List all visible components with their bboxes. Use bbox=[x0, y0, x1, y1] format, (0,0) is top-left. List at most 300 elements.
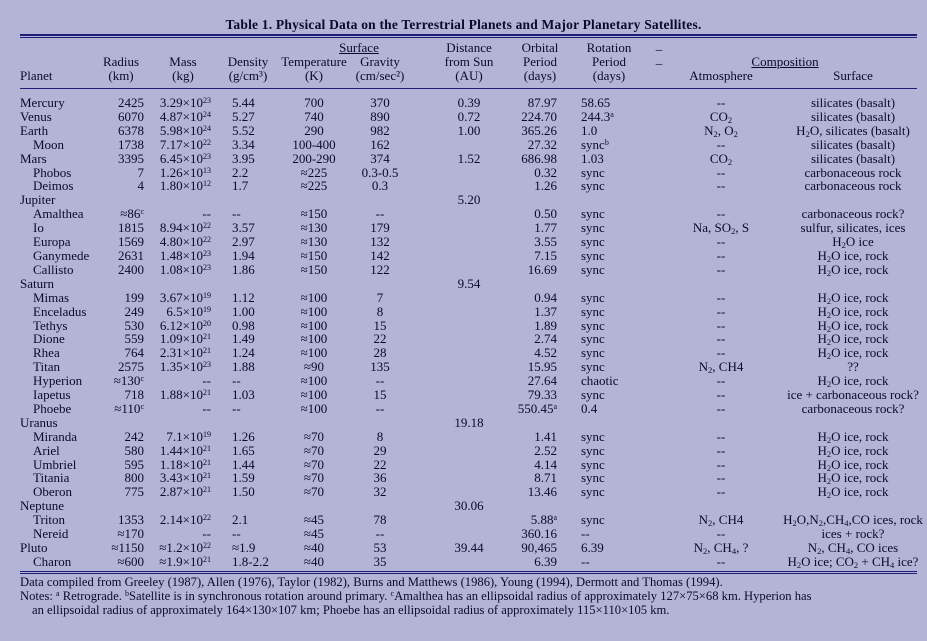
radius-cell: 199 bbox=[124, 289, 144, 305]
density-cell: 3.57 bbox=[232, 220, 255, 236]
temp-cell: ≈150 bbox=[300, 206, 328, 222]
body-name: Neptune bbox=[20, 498, 65, 514]
atmosphere-cell: -- bbox=[716, 317, 726, 333]
gravity-cell: 28 bbox=[373, 345, 387, 361]
body-name: Umbriel bbox=[33, 456, 77, 472]
planet-row bbox=[0, 110, 927, 124]
header-distance: Distance bbox=[446, 40, 492, 55]
surface-cell: $H_2O$ ice, rock bbox=[817, 317, 889, 334]
planet-row bbox=[0, 416, 927, 430]
body-name: Ariel bbox=[33, 442, 60, 458]
density-cell: -- bbox=[232, 206, 241, 222]
surface-cell: $H_2O$ ice, rock bbox=[817, 373, 889, 390]
body-name: Deimos bbox=[33, 178, 74, 194]
surface-cell: silicates (basalt) bbox=[810, 108, 896, 124]
satellite-row bbox=[0, 291, 927, 305]
bottom-rule-thin bbox=[20, 573, 917, 574]
surface-cell: $H_2O$ ice, rock bbox=[817, 289, 889, 306]
orbital-cell: 79.33 bbox=[527, 387, 557, 403]
density-cell: 1.65 bbox=[232, 442, 255, 458]
satellite-row bbox=[0, 430, 927, 444]
radius-cell: 3395 bbox=[118, 150, 144, 166]
header-radius: Radius bbox=[102, 54, 140, 69]
radius-cell: 6070 bbox=[118, 108, 144, 124]
gravity-cell: 370 bbox=[370, 95, 390, 110]
temp-cell: ≈70 bbox=[303, 470, 325, 486]
satellite-row bbox=[0, 485, 927, 499]
mass-cell: -- bbox=[202, 206, 211, 222]
rotation-cell: sync bbox=[581, 247, 605, 263]
rotation-cell: -- bbox=[581, 553, 590, 569]
mass-cell: $1.88\times 10^{21}$ bbox=[159, 387, 211, 403]
radius-cell: 4 bbox=[137, 178, 144, 194]
orbital-cell: 27.64 bbox=[527, 373, 557, 389]
body-name: Io bbox=[33, 220, 44, 236]
header-gravity: Gravity bbox=[360, 54, 400, 69]
mass-cell: -- bbox=[202, 400, 211, 416]
body-name: Miranda bbox=[33, 428, 78, 444]
notes-footnotes: Notes: $^a$ Retrograde. $^b$Satellite is in synchronous rotation around primary. $^c$Amalthea has an ellipsoidal radius of approximately 127×75×68 km. Hyperion has bbox=[20, 589, 812, 603]
gravity-cell: 15 bbox=[373, 387, 387, 403]
header-radius-unit: (km) bbox=[108, 68, 134, 83]
mass-cell: $6.45\times 10^{23}$ bbox=[159, 150, 211, 166]
mass-cell: $5.98\times 10^{24}$ bbox=[159, 122, 211, 138]
mass-cell: $1.18\times 10^{21}$ bbox=[159, 456, 211, 472]
rotation-cell: sync bbox=[581, 428, 605, 444]
orbital-cell: 4.14 bbox=[534, 456, 557, 472]
atmosphere-cell: -- bbox=[716, 526, 726, 542]
mass-cell: -- bbox=[202, 373, 211, 389]
atmosphere-cell: -- bbox=[716, 303, 726, 319]
satellite-row bbox=[0, 332, 927, 346]
gravity-cell: -- bbox=[375, 206, 385, 222]
planet-row bbox=[0, 541, 927, 555]
rotation-cell: 1.0 bbox=[581, 122, 598, 138]
atmosphere-cell: -- bbox=[716, 178, 726, 194]
orbital-cell: 27.32 bbox=[527, 136, 557, 152]
gravity-cell: 0.3 bbox=[371, 178, 389, 194]
header-mass-unit: (kg) bbox=[172, 68, 194, 83]
atmosphere-cell: $N_2$, CH4 bbox=[698, 512, 744, 529]
mass-cell: $3.43\times 10^{21}$ bbox=[159, 470, 211, 486]
table-body bbox=[0, 96, 927, 569]
atmosphere-cell: -- bbox=[716, 164, 726, 180]
gravity-cell: 15 bbox=[373, 317, 387, 333]
radius-cell: 2425 bbox=[118, 95, 144, 110]
gravity-cell: 132 bbox=[370, 234, 390, 250]
gravity-cell: 35 bbox=[373, 553, 387, 569]
density-cell: ≈1.9 bbox=[232, 540, 256, 555]
mass-cell: $6.12\times 10^{20}$ bbox=[159, 317, 211, 333]
orbital-cell: 13.46 bbox=[527, 484, 557, 500]
rotation-cell: sync bbox=[581, 220, 605, 236]
radius-cell: 559 bbox=[124, 331, 144, 347]
density-cell: -- bbox=[232, 400, 241, 416]
surface-cell: silicates (basalt) bbox=[810, 150, 896, 166]
satellite-row bbox=[0, 235, 927, 249]
temp-cell: ≈100 bbox=[300, 331, 328, 347]
gravity-cell: 8 bbox=[376, 303, 384, 319]
radius-cell: $\approx 86^c$ bbox=[120, 206, 144, 222]
density-cell: 1.86 bbox=[232, 261, 255, 277]
rotation-cell: 1.03 bbox=[581, 150, 604, 166]
orbital-cell: 365.26 bbox=[521, 122, 557, 138]
gravity-cell: 22 bbox=[373, 456, 387, 472]
gravity-cell: 36 bbox=[373, 470, 387, 486]
atmosphere-cell: -- bbox=[716, 373, 726, 389]
orbital-cell: 2.52 bbox=[534, 442, 557, 458]
radius-cell: 718 bbox=[124, 387, 144, 403]
gravity-cell: 22 bbox=[373, 331, 387, 347]
orbital-cell: 686.98 bbox=[521, 150, 557, 166]
orbital-cell: 1.77 bbox=[534, 220, 557, 236]
temp-cell: ≈70 bbox=[303, 442, 325, 458]
radius-cell: 249 bbox=[124, 303, 144, 319]
density-cell: 1.7 bbox=[232, 178, 249, 194]
surface-cell: ice + carbonaceous rock? bbox=[787, 387, 919, 403]
radius-cell: 2575 bbox=[118, 359, 144, 375]
table-title: Table 1. Physical Data on the Terrestrial Planets and Major Planetary Satellites. bbox=[225, 17, 702, 32]
mass-cell: $3.29\times 10^{23}$ bbox=[159, 95, 211, 110]
distance-cell: 5.20 bbox=[457, 192, 481, 208]
orbital-cell: 16.69 bbox=[527, 261, 557, 277]
atmosphere-cell: -- bbox=[716, 400, 726, 416]
table-notes bbox=[20, 575, 920, 617]
atmosphere-cell: -- bbox=[716, 331, 726, 347]
atmosphere-cell: -- bbox=[716, 289, 726, 305]
mass-cell: $4.87\times 10^{24}$ bbox=[159, 108, 211, 124]
density-cell: 1.12 bbox=[232, 289, 255, 305]
satellite-row bbox=[0, 319, 927, 333]
density-cell: 1.59 bbox=[232, 470, 255, 486]
satellite-row bbox=[0, 249, 927, 263]
orbital-cell: 0.50 bbox=[534, 206, 557, 222]
atmosphere-cell: -- bbox=[716, 442, 726, 458]
temp-cell: ≈90 bbox=[303, 359, 325, 375]
orbital-cell: 5.88$^a$ bbox=[530, 512, 557, 528]
distance-cell: 1.00 bbox=[457, 122, 481, 138]
rotation-cell: sync bbox=[581, 164, 605, 180]
temp-cell: ≈130 bbox=[300, 220, 328, 236]
density-cell: 1.88 bbox=[232, 359, 255, 375]
rotation-cell: sync bbox=[581, 345, 605, 361]
satellite-row bbox=[0, 527, 927, 541]
rotation-cell: 6.39 bbox=[581, 540, 604, 555]
temp-cell: 290 bbox=[304, 122, 324, 138]
density-cell: 1.50 bbox=[232, 484, 255, 500]
rotation-cell: 244.3$^a$ bbox=[581, 108, 614, 124]
temp-cell: ≈150 bbox=[300, 261, 328, 277]
density-cell: 1.49 bbox=[232, 331, 255, 347]
mass-cell: $1.44\times 10^{21}$ bbox=[159, 442, 211, 458]
planet-row bbox=[0, 277, 927, 291]
body-name: Phoebe bbox=[33, 400, 72, 416]
rotation-cell: sync bbox=[581, 331, 605, 347]
temp-cell: ≈130 bbox=[300, 234, 328, 250]
header-rotation-unit: (days) bbox=[592, 68, 626, 83]
gravity-cell: 0.3-0.5 bbox=[361, 164, 399, 180]
surface-cell: silicates (basalt) bbox=[810, 95, 896, 110]
rotation-cell: sync bbox=[581, 456, 605, 472]
header-rule bbox=[20, 88, 917, 89]
satellite-row bbox=[0, 138, 927, 152]
body-name: Europa bbox=[33, 234, 71, 250]
mass-cell: $3.67\times 10^{19}$ bbox=[159, 289, 211, 305]
radius-cell: 2631 bbox=[118, 247, 144, 263]
density-cell: 1.94 bbox=[232, 247, 255, 263]
radius-cell: 775 bbox=[124, 484, 144, 500]
rotation-cell: sync bbox=[581, 261, 605, 277]
body-name: Mars bbox=[20, 150, 47, 166]
radius-cell: $\approx 130^c$ bbox=[113, 373, 144, 389]
radius-cell: 530 bbox=[124, 317, 144, 333]
satellite-row bbox=[0, 402, 927, 416]
temp-cell: ≈70 bbox=[303, 484, 325, 500]
surface-cell: ?? bbox=[847, 359, 859, 375]
atmosphere-cell: -- bbox=[716, 456, 726, 472]
atmosphere-cell: -- bbox=[716, 247, 726, 263]
orbital-cell: 15.95 bbox=[527, 359, 557, 375]
surface-cell: carbonaceous rock bbox=[804, 164, 902, 180]
rotation-cell: sync bbox=[581, 303, 605, 319]
atmosphere-cell: -- bbox=[716, 95, 726, 110]
temp-cell: 740 bbox=[304, 108, 324, 124]
rotation-cell: sync bbox=[581, 178, 605, 194]
rotation-cell: sync bbox=[581, 470, 605, 486]
density-cell: -- bbox=[232, 526, 241, 542]
surface-cell: carbonaceous rock? bbox=[801, 400, 905, 416]
satellite-row bbox=[0, 346, 927, 360]
surface-cell: $H_2O,N_2,CH_4,CO$ ices, rock bbox=[783, 512, 923, 529]
rotation-cell: 58.65 bbox=[581, 95, 611, 110]
density-cell: 1.24 bbox=[232, 345, 255, 361]
orbital-cell: 1.26 bbox=[534, 178, 557, 194]
orbital-cell: 2.74 bbox=[534, 331, 557, 347]
surface-cell: $H_2O$ ice, rock bbox=[817, 470, 889, 487]
header-surface-group: Surface bbox=[339, 40, 379, 55]
distance-cell: 9.54 bbox=[457, 275, 481, 291]
body-name: Venus bbox=[20, 108, 52, 124]
gravity-cell: 32 bbox=[373, 484, 387, 500]
body-name: Moon bbox=[33, 136, 65, 152]
density-cell: -- bbox=[232, 373, 241, 389]
header-temperature-unit: (K) bbox=[304, 68, 324, 83]
density-cell: 1.44 bbox=[232, 456, 255, 472]
rotation-cell: sync bbox=[581, 512, 605, 528]
orbital-cell: 7.15 bbox=[534, 247, 557, 263]
satellite-row bbox=[0, 305, 927, 319]
radius-cell: 580 bbox=[124, 442, 144, 458]
planet-row bbox=[0, 152, 927, 166]
rotation-cell: sync bbox=[581, 234, 605, 250]
rotation-cell: sync bbox=[581, 289, 605, 305]
notes-footnotes-continued: an ellipsoidal radius of approximately 164×130×107 km; Phoebe has an ellipsoidal radius of approximately 115×110×105 km. bbox=[32, 603, 670, 617]
orbital-cell: 87.97 bbox=[527, 95, 557, 110]
atmosphere-cell: -- bbox=[716, 553, 726, 569]
satellite-row bbox=[0, 388, 927, 402]
atmosphere-cell: $N_2$, $CH_4$, ? bbox=[693, 540, 749, 556]
gravity-cell: 29 bbox=[373, 442, 387, 458]
temp-cell: ≈100 bbox=[300, 387, 328, 403]
mass-cell: $1.35\times 10^{23}$ bbox=[159, 359, 211, 375]
atmosphere-cell: -- bbox=[716, 428, 726, 444]
atmosphere-cell: -- bbox=[716, 345, 726, 361]
temp-cell: ≈100 bbox=[300, 345, 328, 361]
body-name: Titan bbox=[33, 359, 60, 375]
density-cell: 2.97 bbox=[232, 234, 255, 250]
body-name: Enceladus bbox=[33, 303, 87, 319]
header-orbital-line2: Period bbox=[523, 54, 557, 69]
density-cell: 1.8-2.2 bbox=[232, 553, 269, 569]
body-name: Amalthea bbox=[33, 206, 84, 222]
temp-cell: ≈100 bbox=[300, 400, 328, 416]
surface-cell: $H_2O$ ice, rock bbox=[817, 456, 889, 473]
mass-cell: $7.17\times 10^{22}$ bbox=[159, 136, 211, 152]
density-cell: 3.34 bbox=[232, 136, 255, 152]
rotation-cell: -- bbox=[581, 526, 590, 542]
rotation-cell: sync bbox=[581, 387, 605, 403]
surface-cell: sulfur, silicates, ices bbox=[800, 220, 906, 236]
satellite-row bbox=[0, 166, 927, 180]
temp-cell: ≈225 bbox=[300, 164, 328, 180]
gravity-cell: 982 bbox=[370, 122, 390, 138]
surface-cell: $H_2O$ ice, rock bbox=[817, 261, 889, 278]
density-cell: 5.52 bbox=[232, 122, 255, 138]
header-dash-1: _ bbox=[655, 37, 663, 52]
header-density: Density bbox=[227, 54, 269, 69]
atmosphere-cell: -- bbox=[716, 470, 726, 486]
radius-cell: 595 bbox=[124, 456, 144, 472]
gravity-cell: 53 bbox=[373, 540, 387, 555]
temp-cell: 200-290 bbox=[292, 150, 336, 166]
temp-cell: 700 bbox=[304, 95, 324, 110]
temp-cell: 100-400 bbox=[292, 136, 336, 152]
body-name: Ganymede bbox=[33, 247, 90, 263]
header-composition-group: Composition bbox=[751, 54, 819, 69]
orbital-cell: 224.70 bbox=[521, 108, 557, 124]
header-orbital-unit: (days) bbox=[523, 68, 557, 83]
temp-cell: ≈45 bbox=[303, 526, 325, 542]
atmosphere-cell: -- bbox=[716, 261, 726, 277]
satellite-row bbox=[0, 458, 927, 472]
radius-cell: ≈170 bbox=[117, 526, 144, 542]
surface-cell: silicates (basalt) bbox=[810, 136, 896, 152]
temp-cell: ≈225 bbox=[300, 178, 328, 194]
surface-cell: ices + rock? bbox=[821, 526, 885, 542]
mass-cell: $2.87\times 10^{21}$ bbox=[159, 484, 211, 500]
atmosphere-cell: $N_2$, CH4 bbox=[698, 359, 744, 376]
rotation-cell: chaotic bbox=[581, 373, 619, 389]
temp-cell: ≈70 bbox=[303, 456, 325, 472]
radius-cell: ≈600 bbox=[117, 553, 144, 569]
header-mass: Mass bbox=[169, 54, 197, 69]
radius-cell: 7 bbox=[137, 164, 144, 180]
surface-cell: $H_2O$, silicates (basalt) bbox=[796, 122, 910, 139]
body-name: Saturn bbox=[20, 275, 54, 291]
header-distance-line2: from Sun bbox=[444, 54, 494, 69]
radius-cell: $\approx 110^c$ bbox=[114, 400, 144, 416]
atmosphere-cell: $CO_2$ bbox=[709, 150, 733, 167]
surface-cell: $N_2$, $CH_4$, CO ices bbox=[807, 540, 899, 556]
atmosphere-cell: $CO_2$ bbox=[709, 108, 733, 125]
surface-cell: $H_2O$ ice, rock bbox=[817, 442, 889, 459]
distance-cell: 39.44 bbox=[454, 540, 484, 555]
distance-cell: 30.06 bbox=[454, 498, 484, 514]
orbital-cell: 4.52 bbox=[534, 345, 557, 361]
rotation-cell: sync bbox=[581, 206, 605, 222]
rotation-cell: sync bbox=[581, 317, 605, 333]
temp-cell: ≈100 bbox=[300, 289, 328, 305]
body-name: Rhea bbox=[33, 345, 60, 361]
gravity-cell: 374 bbox=[370, 150, 390, 166]
body-name: Earth bbox=[20, 122, 49, 138]
atmosphere-cell: -- bbox=[716, 136, 726, 152]
header-rotation-line2: Period bbox=[592, 54, 626, 69]
mass-cell: $1.80\times 10^{12}$ bbox=[159, 178, 211, 194]
body-name: Dione bbox=[33, 331, 65, 347]
body-name: Callisto bbox=[33, 261, 74, 277]
density-cell: 2.2 bbox=[232, 164, 249, 180]
header-orbital: Orbital bbox=[521, 40, 559, 55]
temp-cell: ≈70 bbox=[303, 428, 325, 444]
orbital-cell: 90,465 bbox=[521, 540, 557, 555]
radius-cell: 2400 bbox=[118, 261, 144, 277]
density-cell: 5.44 bbox=[232, 95, 255, 110]
surface-cell: $H_2O$ ice, rock bbox=[817, 428, 889, 445]
surface-cell: $H_2O$ ice, rock bbox=[817, 345, 889, 362]
body-name: Jupiter bbox=[20, 192, 56, 208]
body-name: Pluto bbox=[20, 540, 48, 555]
temp-cell: ≈100 bbox=[300, 303, 328, 319]
header-density-unit: (g/cm³) bbox=[228, 68, 268, 83]
gravity-cell: -- bbox=[375, 400, 385, 416]
satellite-row bbox=[0, 555, 927, 569]
temp-cell: ≈150 bbox=[300, 247, 328, 263]
header-gravity-unit: (cm/sec²) bbox=[355, 68, 405, 83]
gravity-cell: 7 bbox=[376, 289, 384, 305]
satellite-row bbox=[0, 263, 927, 277]
satellite-row bbox=[0, 179, 927, 193]
mass-cell: $1.48\times 10^{23}$ bbox=[159, 247, 211, 263]
density-cell: 2.1 bbox=[232, 512, 249, 528]
temp-cell: ≈45 bbox=[303, 512, 325, 528]
radius-cell: 242 bbox=[124, 428, 144, 444]
rotation-cell: sync bbox=[581, 359, 605, 375]
gravity-cell: -- bbox=[375, 373, 385, 389]
body-name: Iapetus bbox=[33, 387, 71, 403]
orbital-cell: 550.45$^a$ bbox=[517, 400, 557, 416]
notes-sources: Data compiled from Greeley (1987), Allen (1976), Taylor (1982), Burns and Matthews (1986), Young (1994), Dermott and Thomas (1994). bbox=[20, 575, 723, 589]
gravity-cell: 162 bbox=[370, 136, 390, 152]
distance-cell: 1.52 bbox=[457, 150, 481, 166]
satellite-row bbox=[0, 513, 927, 527]
gravity-cell: 142 bbox=[370, 247, 390, 263]
header-dash-2: _ bbox=[655, 51, 663, 66]
surface-cell: $H_2O$ ice bbox=[832, 234, 874, 251]
orbital-cell: 1.41 bbox=[534, 428, 557, 444]
gravity-cell: 8 bbox=[376, 428, 384, 444]
planet-row bbox=[0, 124, 927, 138]
rotation-cell: sync$^b$ bbox=[581, 136, 609, 152]
surface-cell: $H_2O$ ice; $CO_2 + CH_4$ ice? bbox=[787, 553, 919, 570]
atmosphere-cell: -- bbox=[716, 387, 726, 403]
mass-cell: -- bbox=[202, 526, 211, 542]
mass-cell: $1.26\times 10^{13}$ bbox=[159, 164, 211, 180]
radius-cell: 764 bbox=[124, 345, 144, 361]
header-planet: Planet bbox=[20, 68, 53, 83]
gravity-cell: 135 bbox=[370, 359, 390, 375]
surface-cell: carbonaceous rock? bbox=[801, 206, 905, 222]
